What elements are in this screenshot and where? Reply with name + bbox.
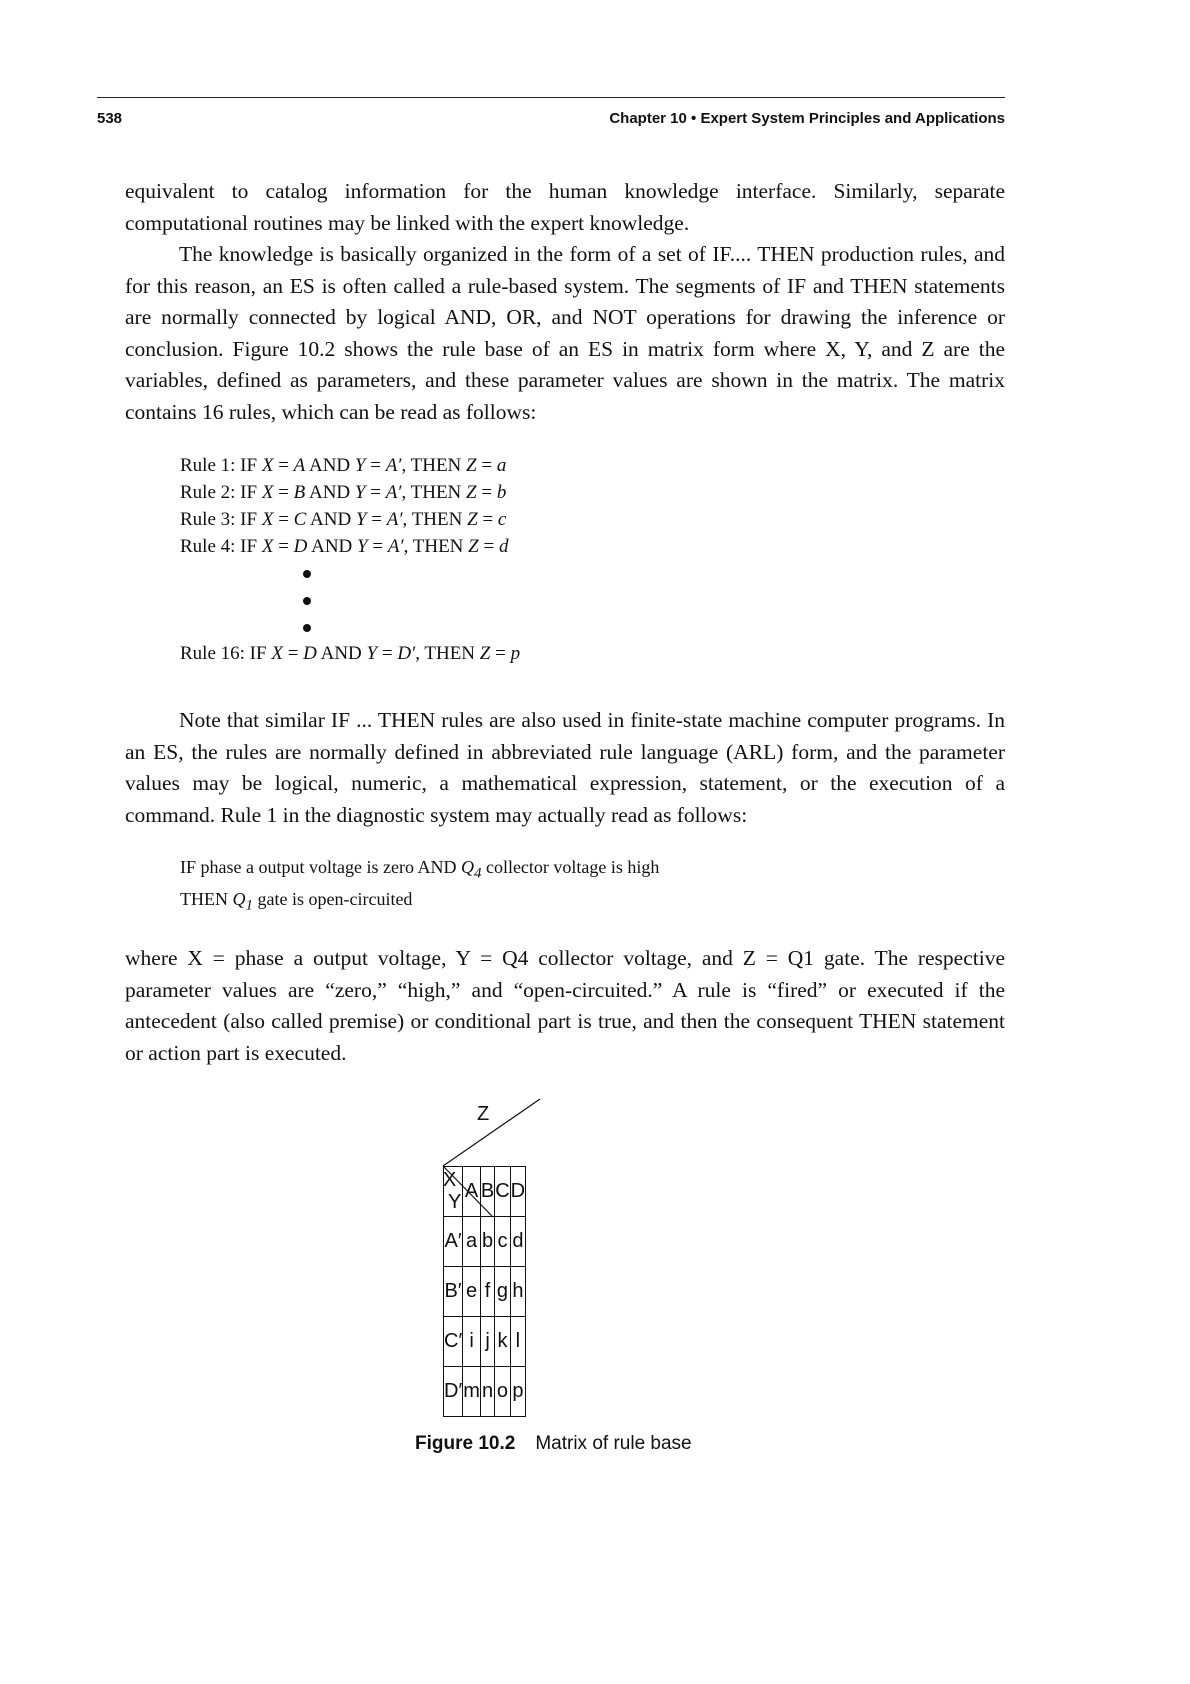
table-cell: h bbox=[510, 1267, 525, 1317]
column-header: A bbox=[463, 1167, 481, 1217]
paragraph-1: equivalent to catalog information for the human knowledge interface. Similarly, separate computational routines may be linked with the expert knowledge. bbox=[125, 179, 1005, 235]
rule-item: Rule 1: IF X = A AND Y = A′, THEN Z = a bbox=[180, 455, 507, 476]
table-cell: o bbox=[495, 1367, 510, 1417]
table-cell: e bbox=[463, 1267, 481, 1317]
arl-line-2: THEN $Q_1$ gate is open-circuited bbox=[180, 888, 413, 914]
table-row bbox=[444, 1217, 526, 1267]
row-header: C′ bbox=[444, 1317, 463, 1367]
paragraph-2: The knowledge is basically organized in the form of a set of IF.... THEN production rules, and for this reason, an ES is often called a rule-based system. The segments of IF and THEN statements are normally connected by logical AND, OR, and NOT operations for drawing the inference or conclusion. Figure 10.2 shows the rule base of an ES in matrix form where X, Y, and Z are the variables, defined as parameters, and these parameter values are shown in the matrix. The matrix contains 16 rules, which can be read as follows: bbox=[125, 242, 1005, 424]
table-cell: c bbox=[495, 1217, 510, 1267]
table-cell: a bbox=[463, 1217, 481, 1267]
table-cell: b bbox=[480, 1217, 494, 1267]
figure-caption bbox=[415, 1433, 692, 1455]
row-header: A′ bbox=[444, 1217, 463, 1267]
column-header: C bbox=[495, 1167, 510, 1217]
table-row bbox=[444, 1367, 526, 1417]
arl-line-1: IF phase a output voltage is zero AND $Q_4$ collector voltage is high bbox=[180, 857, 660, 882]
table-cell: k bbox=[495, 1317, 510, 1367]
rule-item: Rule 2: IF X = B AND Y = A′, THEN Z = b bbox=[180, 482, 507, 503]
paragraph-4: where X = phase a output voltage, Y = Q4 collector voltage, and Z = Q1 gate. The respective parameter values are “zero,” “high,” and “open-circuited.” A rule is “fired” or executed if the antecedent (also called premise) or conditional part is true, and then the consequent THEN statement or action part is executed. bbox=[125, 946, 1005, 1065]
table-cell: n bbox=[480, 1367, 494, 1417]
row-header: B′ bbox=[444, 1267, 463, 1317]
figure-number: Figure 10.2 bbox=[415, 1433, 516, 1454]
chapter-title: Chapter 10 • Expert System Principles and Applications bbox=[609, 110, 1005, 127]
rule-matrix-table bbox=[443, 1166, 526, 1417]
table-cell: f bbox=[480, 1267, 494, 1317]
table-cell: p bbox=[510, 1367, 525, 1417]
table-row bbox=[444, 1267, 526, 1317]
row-header: D′ bbox=[444, 1367, 463, 1417]
table-cell: m bbox=[463, 1367, 481, 1417]
corner-cell bbox=[444, 1167, 463, 1217]
column-header: B bbox=[480, 1167, 494, 1217]
table-cell: d bbox=[510, 1217, 525, 1267]
table-cell: j bbox=[480, 1317, 494, 1367]
page-number: 538 bbox=[97, 110, 123, 127]
rule-item: Rule 3: IF X = C AND Y = A′, THEN Z = c bbox=[180, 509, 507, 530]
figure-caption-text: Matrix of rule base bbox=[535, 1433, 692, 1454]
table-header-row bbox=[444, 1167, 526, 1217]
column-header: D bbox=[510, 1167, 525, 1217]
table-cell: g bbox=[495, 1267, 510, 1317]
table-row bbox=[444, 1317, 526, 1367]
x-axis-label: X bbox=[442, 1169, 457, 1191]
rule-item-16: Rule 16: IF X = D AND Y = D′, THEN Z = p bbox=[180, 643, 521, 664]
table-cell: i bbox=[463, 1317, 481, 1367]
rule-item: Rule 4: IF X = D AND Y = A′, THEN Z = d bbox=[180, 536, 509, 557]
table-cell: l bbox=[510, 1317, 525, 1367]
z-axis-label: Z bbox=[477, 1103, 490, 1125]
y-axis-label: Y bbox=[448, 1191, 462, 1213]
paragraph-3: Note that similar IF ... THEN rules are also used in finite-state machine computer programs. In an ES, the rules are normally defined in abbreviated rule language (ARL) form, and the parameter values may be logical, numeric, a mathematical expression, statement, or the execution of a command. Rule 1 in the diagnostic system may actually read as follows: bbox=[125, 708, 1005, 827]
